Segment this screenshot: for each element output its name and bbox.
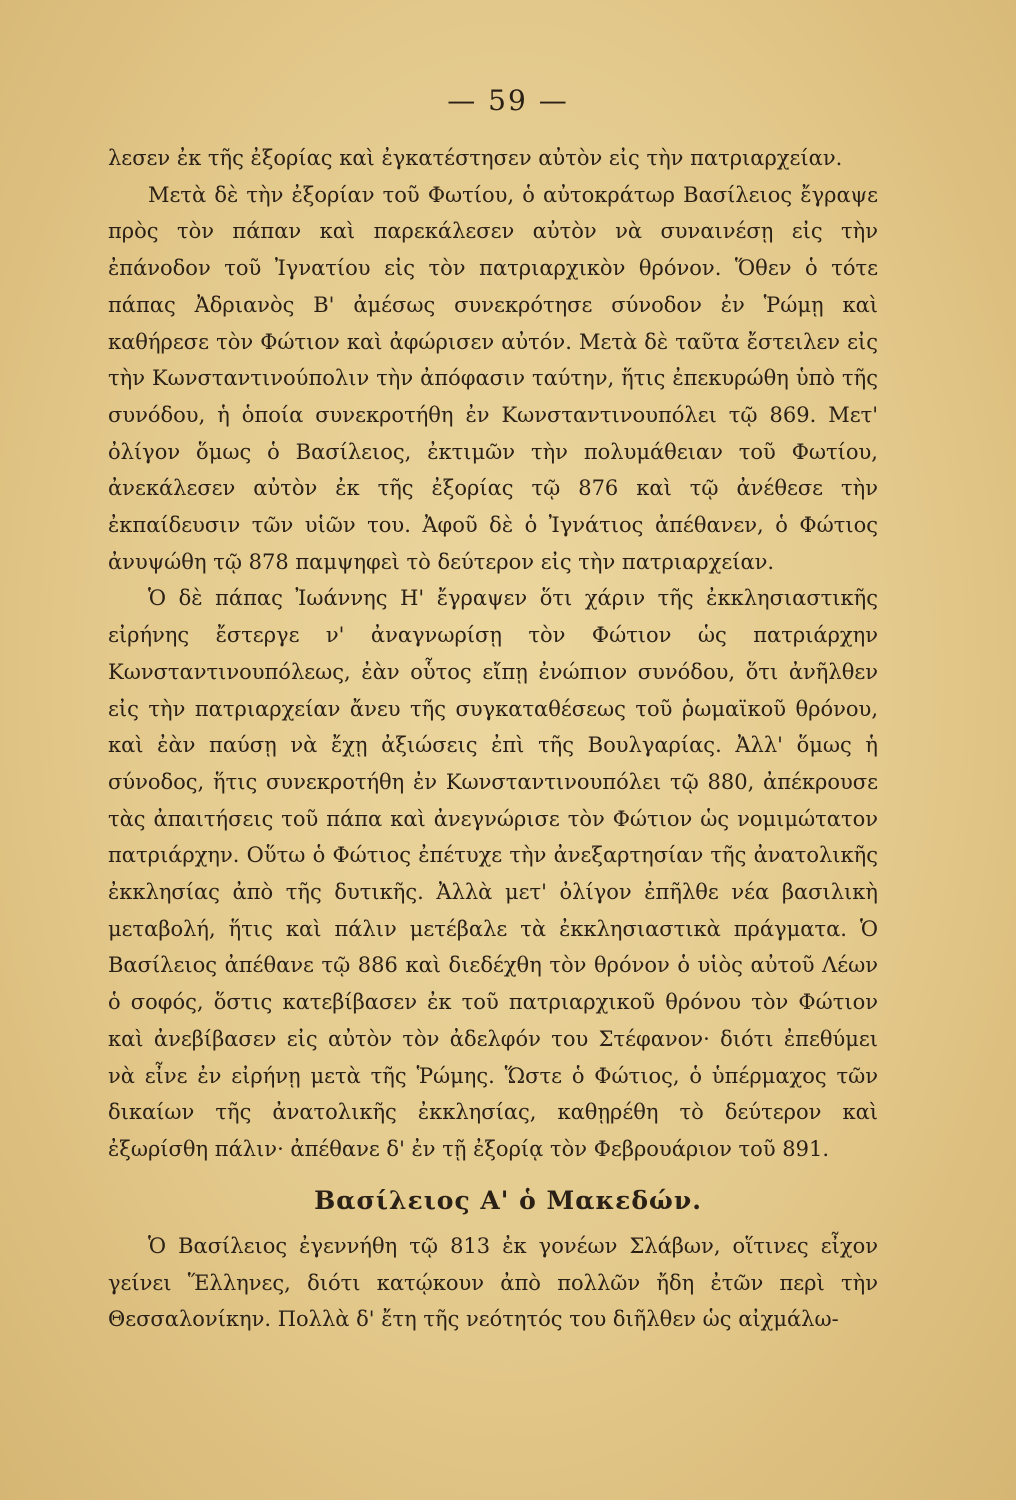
paragraph: Ὁ δὲ πάπας Ἰωάννης Η' ἔγραψεν ὅτι χάριν τῆς ἐκκλησιαστικῆς εἰρήνης ἔστεργε ν' ἀναγνωρίσῃ τὸν Φώτιον ὡς πατριάρχην Κωνσταντινουπόλεως, ἐὰν οὗτος εἴπῃ ἐνώπιον συνόδου, ὅτι ἀνῆλθεν εἰς τὴν πατριαρχείαν ἄνευ τῆς συγκαταθέσεως τοῦ ῥωμαϊκοῦ θρόνου, καὶ ἐὰν παύσῃ νὰ ἔχῃ ἀξιώσεις ἐπὶ τῆς Βουλγαρίας. Ἀλλ' ὅμως ἡ σύνοδος, ἥτις συνεκροτήθη ἐν Κωνσταντινουπόλει τῷ 880, ἀπέκρουσε τὰς ἀπαιτήσεις τοῦ πάπα καὶ ἀνεγνώρισε τὸν Φώτιον ὡς νομιμώτατον πατριάρχην. Οὕτω ὁ Φώτιος ἐπέτυχε τὴν ἀνεξαρτησίαν τῆς ἀνατολικῆς ἐκκλησίας ἀπὸ τῆς δυτικῆς. Ἀλλὰ μετ' ὀλίγον ἐπῆλθε νέα βασιλικὴ μεταβολή, ἥτις καὶ πάλιν μετέβαλε τὰ ἐκκλησιαστικὰ πράγματα. Ὁ Βασίλειος ἀπέθανε τῷ 886 καὶ διεδέχθη τὸν θρόνον ὁ υἱὸς αὐτοῦ Λέων ὁ σοφός, ὅστις κατεβίβασεν ἐκ τοῦ πατριαρχικοῦ θρόνου τὸν Φώτιον καὶ ἀνεβίβασεν εἰς αὐτὸν τὸν ἀδελφόν του Στέφανον· διότι ἐπεθύμει νὰ εἶνε ἐν εἰρήνῃ μετὰ τῆς Ῥώμης. Ὥστε ὁ Φώτιος, ὁ ὑπέρμαχος τῶν δικαίων τῆς ἀνατολικῆς ἐκκλησίας, καθῃρέθη τὸ δεύτερον καὶ ἐξωρίσθη πάλιν· ἀπέθανε δ' ἐν τῇ ἐξορίᾳ τὸν Φεβρουάριον τοῦ 891. [108, 586, 878, 1161]
paragraph: Ὁ Βασίλειος ἐγεννήθη τῷ 813 ἐκ γονέων Σλάβων, οἵτινες εἶχον γείνει Ἕλληνες, διότι κατῴκουν ἀπὸ πολλῶν ἤδη ἐτῶν περὶ τὴν Θεσσαλονίκην. Πολλὰ δ' ἔτη τῆς νεότητός του διῆλθεν ὡς αἰχμάλω- [108, 1234, 878, 1332]
section-text [108, 1228, 878, 1338]
paragraph: Μετὰ δὲ τὴν ἐξορίαν τοῦ Φωτίου, ὁ αὐτοκράτωρ Βασίλειος ἔγραψε πρὸς τὸν πάπαν καὶ παρεκάλεσεν αὐτὸν νὰ συναινέσῃ εἰς τὴν ἐπάνοδον τοῦ Ἰγνατίου εἰς τὸν πατριαρχικὸν θρόνον. Ὅθεν ὁ τότε πάπας Ἀδριανὸς Β' ἀμέσως συνεκρότησε σύνοδον ἐν Ῥώμῃ καὶ καθήρεσε τὸν Φώτιον καὶ ἀφώρισεν αὐτόν. Μετὰ δὲ ταῦτα ἔστειλεν εἰς τὴν Κωνσταντινούπολιν τὴν ἀπόφασιν ταύτην, ἥτις ἐπεκυρώθη ὑπὸ τῆς συνόδου, ἡ ὁποία συνεκροτήθη ἐν Κωνσταντινουπόλει τῷ 869. Μετ' ὀλίγον ὅμως ὁ Βασίλειος, ἐκτιμῶν τὴν πολυμάθειαν τοῦ Φωτίου, ἀνεκάλεσεν αὐτὸν ἐκ τῆς ἐξορίας τῷ 876 καὶ τῷ ἀνέθεσε τὴν ἐκπαίδευσιν τῶν υἱῶν του. Ἀφοῦ δὲ ὁ Ἰγνάτιος ἀπέθανεν, ὁ Φώτιος ἀνυψώθη τῷ 878 παμψηφεὶ τὸ δεύτερον εἰς τὴν πατριαρχείαν. [108, 182, 878, 574]
section-heading: Βασίλειος Α' ὁ Μακεδών. [314, 1186, 702, 1215]
paragraph: λεσεν ἐκ τῆς ἐξορίας καὶ ἐγκατέστησεν αὐτὸν εἰς τὴν πατριαρχείαν. [108, 146, 843, 170]
body-text [108, 140, 878, 1168]
page-number: — 59 — [447, 84, 569, 117]
